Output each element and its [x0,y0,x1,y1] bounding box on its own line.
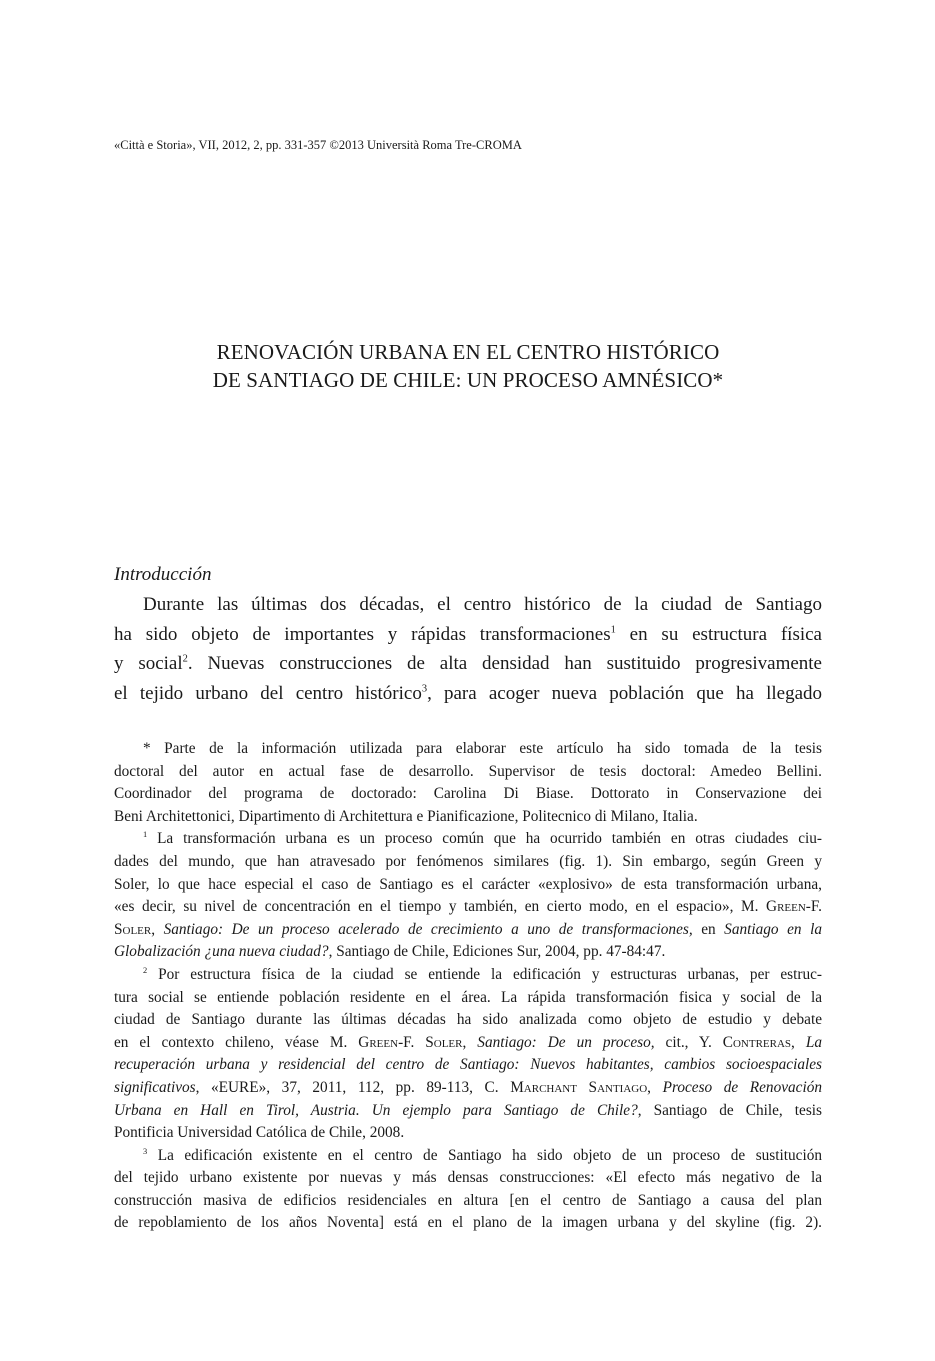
author-name: Green-F. Soler [358,1033,463,1051]
footnote-text: , Santiago de Chile, tesis [637,1101,822,1119]
footnote-line [114,1100,822,1123]
article-title [114,338,822,394]
footnote-line: * Parte de la información utilizada para elaborar este artículo ha sido tomada de la tesis [143,740,822,757]
work-title: significativos [114,1078,196,1096]
footnote-line: tura social se entiende población residente en el área. La rápida transformación fisica y social de la [114,988,822,1006]
work-title: Santiago en la [724,920,822,938]
footnote-number: 2 [143,965,148,975]
footnote-line [114,964,822,987]
footnote-line: Coordinador del programa de doctorado: Carolina Di Biase. Dottorato in Conservazione dei [114,785,822,803]
footnote-line [114,919,822,942]
body-text-span: ha sido objeto de importantes y rápidas transformaciones [114,623,611,645]
footnote-line [114,1032,822,1055]
footnote-text: La edificación existente en el centro de Santiago ha sido objeto de un proceso de sustitución [147,1146,822,1164]
footnote-line: recuperación urbana y residencial del centro de Santiago: Nuevos habitantes, cambios socioespaciales [114,1056,822,1074]
footnote-line: doctoral del autor en actual fase de desarrollo. Supervisor de tesis doctoral: Amedeo Bellini. [114,762,822,780]
work-title: Proceso de Renovación [662,1078,823,1096]
footnote-text: , [647,1078,663,1096]
body-line [114,679,822,709]
footnotes [114,738,822,1235]
footnote-number: 3 [143,1146,148,1156]
journal-citation: «Città e Storia», VII, 2012, 2, pp. 331-357 ©2013 Università Roma Tre-CROMA [114,138,522,152]
footnote-text: , [462,1033,478,1051]
footnote-line: de repoblamiento de los años Noventa] está en el plano de la imagen urbana y del skyline (fig. 2). [114,1214,822,1232]
body-paragraph [114,590,822,708]
title-line-2: DE SANTIAGO DE CHILE: UN PROCESO AMNÉSICO* [212,368,724,392]
footnote-text: La transformación urbana es un proceso común que ha ocurrido también en otras ciudades ciu- [147,830,822,848]
footnote-line: Beni Architettonici, Dipartimento di Architettura e Pianificazione, Politecnico di Milano, Italia. [114,807,698,825]
footnote-ref[interactable]: 3 [421,683,428,695]
footnote-line: del tejido urbano existente por nuevas y más densas construcciones: «El efecto más negativo de la [114,1169,822,1187]
footnote-line: Pontificia Universidad Católica de Chile, 2008. [114,1124,405,1142]
footnote-text: en el contexto chileno, véase M. [114,1033,359,1051]
footnote-text: «es decir, su nivel de concentración en el tiempo y también, en cierto modo, en el espacio», M. [114,898,767,916]
footnote-line [114,896,822,919]
body-text-span: el tejido urbano del centro histórico [114,682,422,704]
footnote-ref[interactable]: 2 [182,653,188,665]
footnote-line: Soler, lo que hace especial el caso de Santiago es el carácter «explosivo» de esta transformación urbana, [114,875,822,893]
body-text-span: y social [114,653,183,674]
footnote-text: en [692,920,725,938]
author-name: Contreras [722,1033,792,1051]
footnote-number: 1 [143,830,148,840]
author-name: Marchant Santiago [510,1078,648,1096]
footnote-line: construcción masiva de edificios residenciales en altura [en el centro de Santiago a causa del plan [114,1191,822,1209]
body-line [114,590,822,620]
body-line [114,649,822,679]
body-line [114,620,822,650]
footnote-line [114,1145,822,1168]
work-title: Urbana en Hall en Tirol, Austria. Un ejemplo para Santiago de Chile? [114,1101,638,1119]
footnote-text: , Santiago de Chile, Ediciones Sur, 2004, pp. 47-84:47. [328,943,666,961]
footnote-text: , «EURE», 37, 2011, 112, pp. 89-113, C. [195,1078,511,1096]
author-name: Soler [114,920,152,938]
work-title: La [805,1033,822,1051]
footnote-text: Por estructura física de la ciudad se entiende la edificación y estructuras urbanas, per estruc- [147,965,822,983]
footnote-line [114,941,822,964]
work-title: Santiago: De un proceso, [477,1033,655,1051]
footnote-line [114,1077,822,1100]
author-name: Green-F. [766,898,822,916]
title-line-1: RENOVACIÓN URBANA EN EL CENTRO HISTÓRICO [216,340,720,364]
work-title: Santiago: De un proceso acelerado de crecimiento a uno de transformaciones, [163,920,693,938]
body-text-span: . Nuevas construcciones de alta densidad han sustituido progresivamente [187,653,822,674]
body-text-span: , para acoger nueva población que ha llegado [427,682,822,704]
footnote-text: , [151,920,164,938]
section-heading: Introducción [114,564,212,585]
body-text-span: en su estructura física [615,623,822,645]
footnote-text: , [791,1033,806,1051]
footnote-line: ciudad de Santiago durante las últimas décadas ha sido analizada como objeto de estudio y debate [114,1011,822,1029]
footnote-ref[interactable]: 1 [610,624,616,636]
body-text-span: Durante las últimas dos décadas, el centro histórico de la ciudad de Santiago [143,594,822,615]
work-title: Globalización ¿una nueva ciudad? [114,943,329,961]
footnote-text: cit., Y. [654,1033,723,1051]
footnote-line [114,828,822,851]
footnote-line: dades del mundo, que han atravesado por fenómenos similares (fig. 1). Sin embargo, según Green y [114,852,822,870]
